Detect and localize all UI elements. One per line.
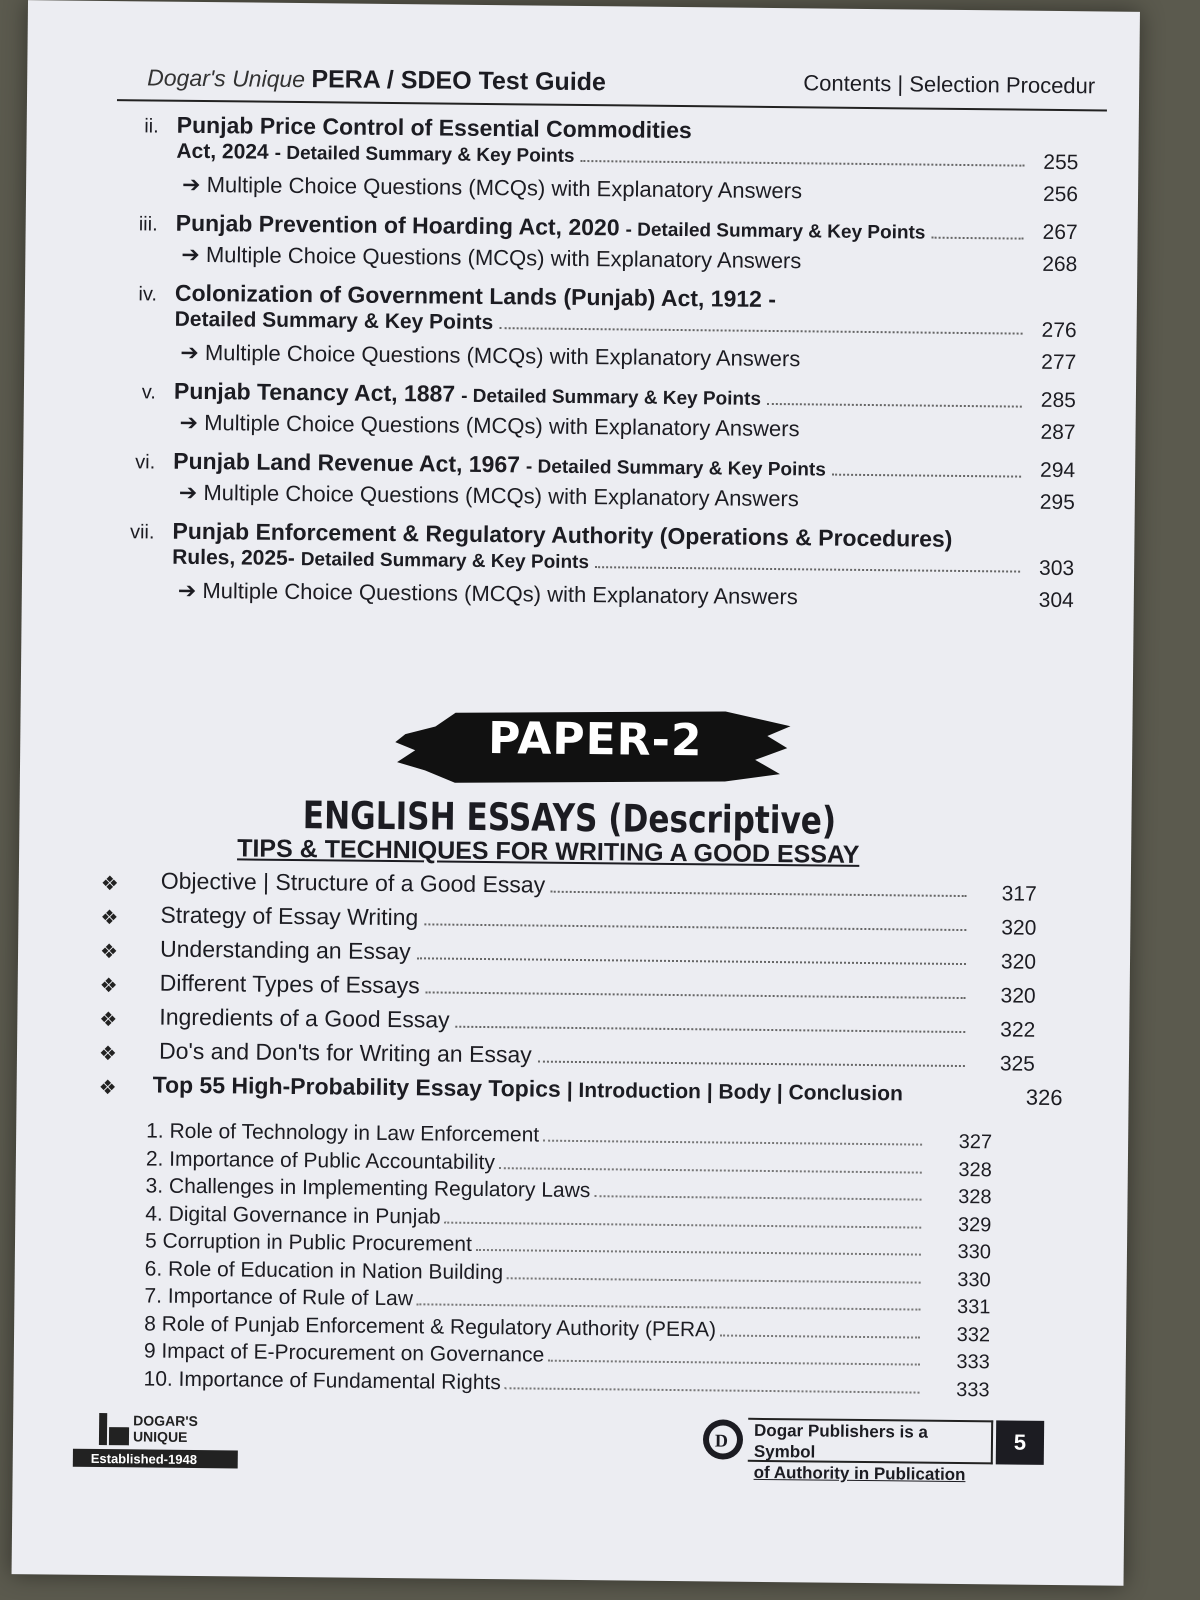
bullet-text: Do's and Don'ts for Writing an Essay <box>158 1037 532 1068</box>
bullet-text: Strategy of Essay Writing <box>160 901 419 931</box>
mcq-line: ➔ Multiple Choice Questions (MCQs) with Explanatory Answers <box>180 339 801 372</box>
tips-heading: TIPS & TECHNIQUES FOR WRITING A GOOD ESSAY <box>237 834 860 869</box>
entry-description: - Detailed Summary & Key Points <box>274 142 575 167</box>
entry-page: 303 <box>1038 556 1075 581</box>
contents-entry <box>99 111 1079 207</box>
bullet-text: Objective | Structure of a Good Essay <box>160 867 546 898</box>
mcq-line: ➔ Multiple Choice Questions (MCQs) with Explanatory Answers <box>178 479 799 512</box>
dot-leader <box>499 327 1022 334</box>
essay-topic-page: 330 <box>957 1268 991 1291</box>
mcq-line: ➔ Multiple Choice Questions (MCQs) with Explanatory Answers <box>181 171 803 204</box>
entry-page: 255 <box>1043 150 1079 175</box>
diamond-bullet-icon: ❖ <box>99 1008 118 1032</box>
running-header <box>117 57 1107 111</box>
dot-leader <box>417 1303 921 1310</box>
entry-line <box>175 308 1029 341</box>
diamond-bullet-icon: ❖ <box>98 1076 117 1100</box>
bullet-page: 325 <box>999 1052 1036 1076</box>
mcq-page: 287 <box>1040 420 1076 445</box>
top-topics-parts: | Introduction | Body | Conclusion <box>566 1078 903 1106</box>
dot-leader <box>720 1334 920 1338</box>
entry-line <box>176 210 1030 246</box>
bullet-page: 317 <box>1001 882 1037 906</box>
essay-topic-page: 333 <box>956 1350 990 1374</box>
dot-leader <box>543 1140 922 1146</box>
svg-text:D: D <box>714 1430 729 1451</box>
dot-leader <box>548 1360 920 1366</box>
paper-banner <box>395 704 796 788</box>
header-section: Contents | Selection Procedur <box>803 70 1096 99</box>
bullet-page: 320 <box>1000 984 1036 1008</box>
essay-topic-page: 328 <box>958 1158 992 1181</box>
essay-topic-title: 2. Importance of Public Accountability <box>145 1146 496 1174</box>
entry-title: Punjab Enforcement & Regulatory Authority (Operations & Procedures) <box>172 517 953 552</box>
entry-number: ii. <box>144 115 159 138</box>
dot-leader <box>505 1387 920 1393</box>
contents-entry <box>97 279 1077 375</box>
diamond-bullet-icon: ❖ <box>100 906 119 930</box>
svg-text:Established-1948: Established-1948 <box>90 1450 198 1468</box>
entry-page: 276 <box>1041 318 1077 343</box>
entry-number: vii. <box>129 521 155 544</box>
essay-topic-page: 333 <box>956 1378 990 1401</box>
essay-topic-title: 9 Impact of E-Procurement on Governance <box>143 1339 545 1367</box>
brand-italic: Dogar's Unique <box>147 64 306 93</box>
entry-title: Punjab Price Control of Essential Commodities <box>176 111 692 144</box>
page-number: 5 <box>996 1420 1044 1465</box>
entry-page: 267 <box>1042 220 1078 245</box>
paper-banner-label: PAPER-2 <box>487 713 703 767</box>
dot-leader <box>594 1195 921 1200</box>
publisher-slogan <box>748 1418 993 1485</box>
entry-description: - Detailed Summary & Key Points <box>525 456 826 481</box>
entry-title-cont: Act, 2024 <box>176 139 269 164</box>
dot-leader <box>426 991 966 999</box>
entry-number: iii. <box>138 213 158 236</box>
essay-topic-page: 332 <box>956 1323 991 1346</box>
section-title: ENGLISH ESSAYS (Descriptive) <box>302 793 837 843</box>
slogan-line-2: of Authority in Publication <box>753 1462 966 1485</box>
entry-description: - Detailed Summary & Key Points <box>625 219 926 244</box>
dot-leader <box>595 566 1020 572</box>
dot-leader <box>767 403 1022 408</box>
dot-leader <box>476 1249 921 1256</box>
dot-leader <box>424 923 966 931</box>
svg-text:DOGAR'S: DOGAR'S <box>133 1412 199 1430</box>
diamond-bullet-icon: ❖ <box>99 940 119 964</box>
dot-leader <box>456 1026 966 1033</box>
top-topics-title: Top 55 High-Probability Essay Topics <box>152 1071 561 1102</box>
publisher-emblem-icon <box>693 1415 749 1464</box>
dot-leader <box>499 1167 922 1173</box>
dot-leader <box>538 1061 965 1067</box>
publisher-footer <box>693 1415 1053 1485</box>
diamond-bullet-icon: ❖ <box>98 1042 118 1066</box>
essay-topic-title: 1. Role of Technology in Law Enforcement <box>146 1119 540 1147</box>
entry-page: 285 <box>1040 388 1077 413</box>
mcq-page: 268 <box>1042 252 1078 277</box>
essay-topic-page: 328 <box>958 1185 992 1209</box>
entry-title: Punjab Prevention of Hoarding Act, 2020 <box>175 209 620 241</box>
dot-leader <box>445 1221 922 1228</box>
brand-bold: PERA / SDEO Test Guide <box>311 65 607 97</box>
essay-topic-page: 329 <box>957 1213 992 1236</box>
essay-topic-title: 3. Challenges in Implementing Regulatory Laws <box>145 1174 591 1203</box>
essay-topic-title: 4. Digital Governance in Punjab <box>145 1201 441 1229</box>
bullet-text-line <box>161 868 971 903</box>
mcq-page: 256 <box>1042 182 1079 207</box>
diamond-bullet-icon: ❖ <box>99 974 118 998</box>
header-book-title <box>147 63 606 97</box>
essay-topic-title: 6. Role of Education in Nation Building <box>144 1256 504 1284</box>
essay-topic-page: 330 <box>957 1240 992 1264</box>
essay-topic-title: 8 Role of Punjab Enforcement & Regulatory Authority (PERA) <box>144 1311 717 1341</box>
mcq-line: ➔ Multiple Choice Questions (MCQs) with Explanatory Answers <box>179 409 800 442</box>
entry-description: - Detailed Summary & Key Points <box>461 385 762 410</box>
dogars-unique-logo <box>73 1409 254 1471</box>
contents-entry <box>98 209 1078 277</box>
bullet-text: Understanding an Essay <box>159 935 411 965</box>
mcq-page: 277 <box>1041 350 1077 375</box>
bullet-page: 320 <box>1000 950 1037 974</box>
mcq-page: 295 <box>1039 490 1075 515</box>
diamond-bullet-icon: ❖ <box>100 872 119 896</box>
bullet-text: Different Types of Essays <box>159 969 420 999</box>
essay-topic-title: 5 Corruption in Public Procurement <box>144 1229 472 1256</box>
dot-leader <box>551 891 967 897</box>
dot-leader <box>417 957 966 965</box>
contents-list <box>93 111 1079 701</box>
dot-leader <box>580 160 1024 167</box>
bullet-text: Ingredients of a Good Essay <box>159 1003 450 1033</box>
essay-topic-page: 331 <box>956 1295 991 1319</box>
entry-title-cont: Rules, 2025- <box>172 545 295 571</box>
contents-entry <box>95 517 1075 613</box>
entry-line <box>173 448 1027 484</box>
entry-title: Punjab Tenancy Act, 1887 <box>173 377 456 407</box>
entry-line <box>174 378 1028 414</box>
essay-topics-list <box>65 1119 1068 1409</box>
dot-leader <box>832 474 1021 478</box>
slogan-line-1: Dogar Publishers is a Symbol <box>753 1420 929 1462</box>
mcq-line: ➔ Multiple Choice Questions (MCQs) with Explanatory Answers <box>177 577 798 610</box>
entry-line <box>176 140 1030 173</box>
entry-number: v. <box>141 381 157 404</box>
bullet-page: 320 <box>1001 916 1037 940</box>
entry-title: Colonization of Government Lands (Punjab) Act, 1912 - <box>174 279 777 313</box>
entry-number: vi. <box>135 451 156 474</box>
book-page <box>12 0 1140 1586</box>
dot-leader <box>507 1277 921 1283</box>
contents-entry <box>95 447 1076 515</box>
entry-title-cont: Detailed Summary & Key Points <box>174 307 494 335</box>
entry-number: iv. <box>138 283 158 306</box>
mcq-line: ➔ Multiple Choice Questions (MCQs) with Explanatory Answers <box>181 241 802 274</box>
svg-text:UNIQUE: UNIQUE <box>132 1428 188 1445</box>
dot-leader <box>931 237 1023 240</box>
bullet-list <box>68 867 1071 1127</box>
essay-topic-title: 7. Importance of Rule of Law <box>144 1284 414 1311</box>
essay-topic-title: 10. Importance of Fundamental Rights <box>143 1366 501 1394</box>
bullet-page: 322 <box>1000 1018 1036 1042</box>
entry-title: Punjab Land Revenue Act, 1967 <box>173 447 521 478</box>
entry-page: 294 <box>1039 458 1076 483</box>
contents-entry <box>96 377 1077 445</box>
mcq-page: 304 <box>1038 588 1074 613</box>
entry-description: Detailed Summary & Key Points <box>300 549 590 574</box>
top-topics-page: 326 <box>1025 1084 1063 1111</box>
essay-topic-page: 327 <box>958 1130 993 1154</box>
